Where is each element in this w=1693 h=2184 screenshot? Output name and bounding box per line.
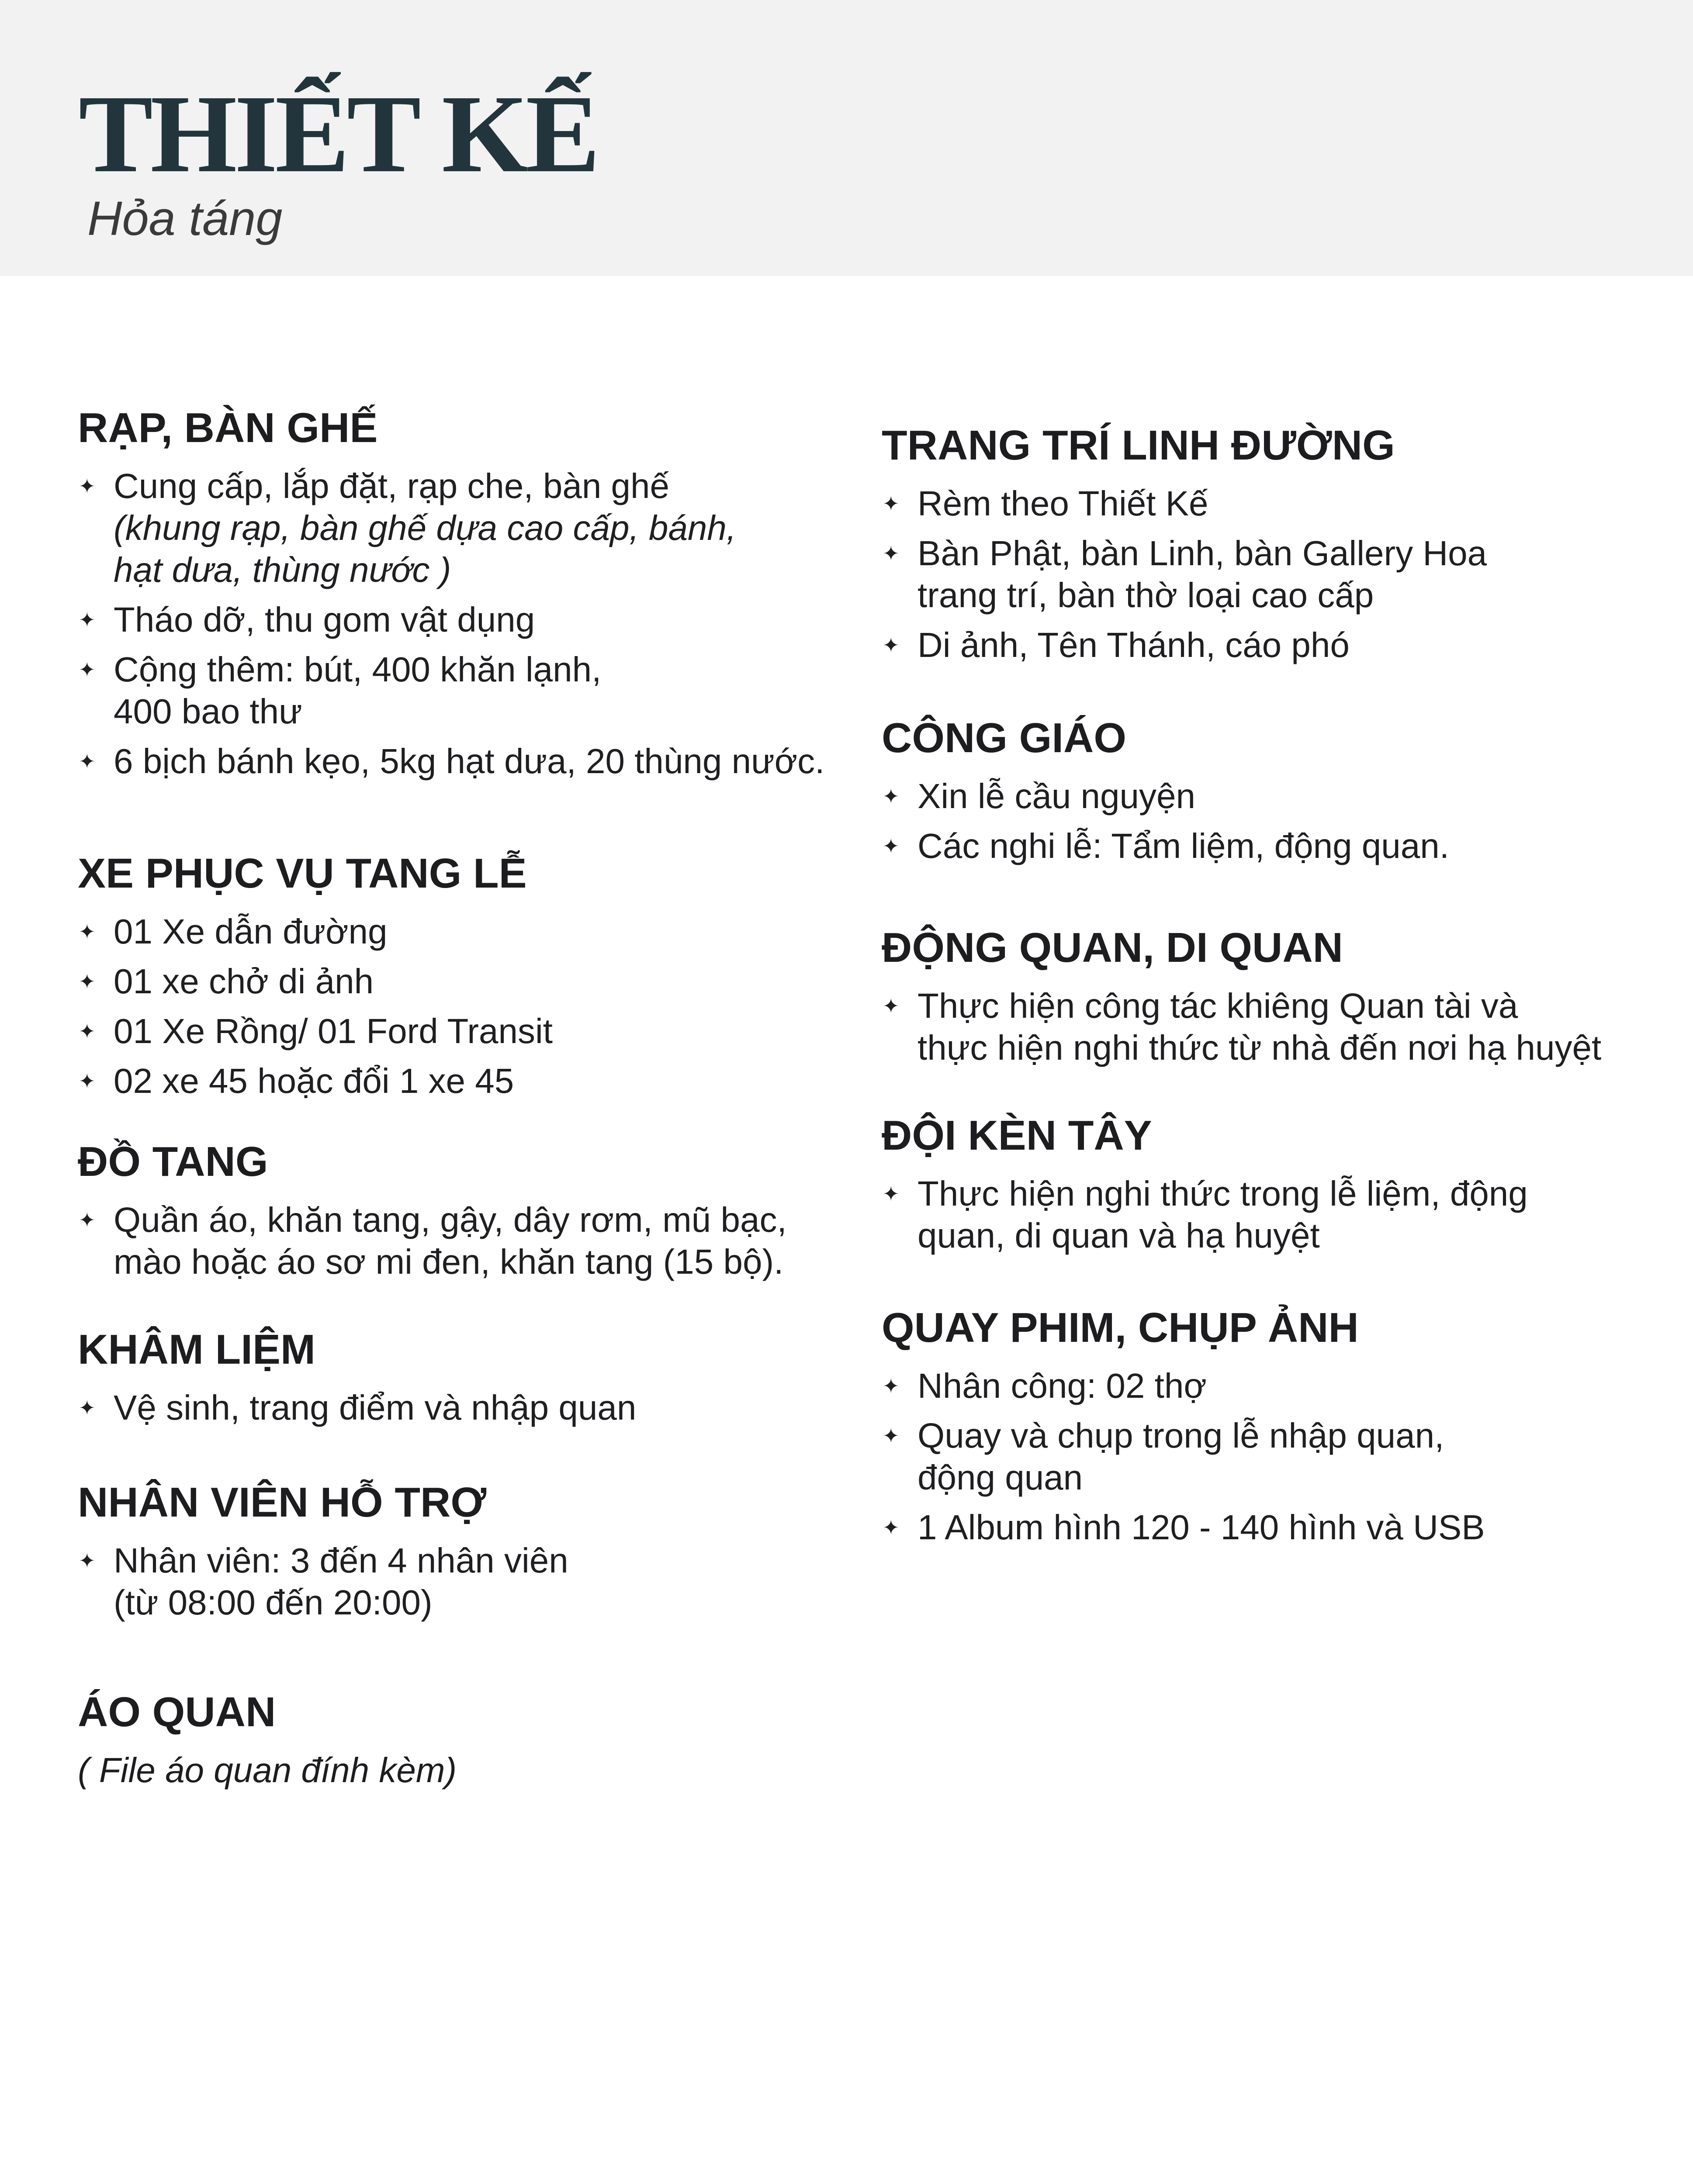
item-text: Thực hiện công tác khiêng Quan tài và [917,986,1518,1026]
item-text: Vệ sinh, trang điểm và nhập quan [114,1388,637,1427]
item-text: trang trí, bàn thờ loại cao cấp [917,576,1374,615]
section [78,1138,787,1291]
section [882,714,1449,875]
list-item [882,1173,1528,1257]
item-text: động quan [917,1458,1083,1497]
section-title: ĐỘNG QUAN, DI QUAN [882,924,1343,971]
section [882,924,1601,1077]
bullet-list [78,1387,636,1429]
sparkle-bullet-icon: ✦ [883,835,900,858]
section-title: CÔNG GIÁO [882,715,1127,761]
item-text: Tháo dỡ, thu gom vật dụng [114,600,535,639]
list-item [78,1060,553,1102]
sparkle-bullet-icon: ✦ [883,785,900,808]
list-item [882,1507,1485,1548]
section-title: ĐỒ TANG [78,1138,268,1185]
section-title: KHÂM LIỆM [78,1326,315,1373]
list-item [78,1010,553,1052]
item-note: hạt dưa, thùng nước ) [114,550,451,590]
list-item [882,775,1449,817]
item-text: (từ 08:00 đến 20:00) [114,1583,433,1622]
item-text: quan, di quan và hạ huyệt [917,1216,1320,1255]
item-text: Nhân công: 02 thợ [917,1366,1207,1406]
item-text: thực hiện nghi thức từ nhà đến nơi hạ huyệt [917,1028,1602,1068]
item-text: Thực hiện nghi thức trong lễ liệm, động [917,1174,1528,1213]
sparkle-bullet-icon: ✦ [883,995,900,1018]
list-item [882,624,1487,666]
bullet-list [78,1199,787,1283]
section-note: ( File áo quan đính kèm) [78,1751,457,1790]
item-text: 01 Xe dẫn đường [114,912,388,951]
list-item [882,1365,1485,1407]
sparkle-bullet-icon: ✦ [883,492,900,515]
sparkle-bullet-icon: ✦ [883,634,900,657]
sparkle-bullet-icon: ✦ [883,1424,900,1448]
sparkle-bullet-icon: ✦ [79,750,96,773]
list-item [882,1415,1485,1499]
item-text: 1 Album hình 120 - 140 hình và USB [917,1508,1485,1547]
section-title: ÁO QUAN [78,1689,276,1735]
bullet-list [882,775,1449,867]
bullet-list [78,1540,568,1624]
section-title: QUAY PHIM, CHỤP ẢNH [882,1304,1359,1351]
sparkle-bullet-icon: ✦ [79,608,96,632]
list-item [78,911,553,953]
item-text: mào hoặc áo sơ mi đen, khăn tang (15 bộ). [114,1242,784,1282]
list-item [882,825,1449,867]
list-item [78,961,553,1002]
item-text: Bàn Phật, bàn Linh, bàn Gallery Hoa [917,534,1487,573]
bullet-list [78,911,553,1102]
sparkle-bullet-icon: ✦ [79,475,96,498]
list-item [78,1199,787,1283]
list-item [882,985,1601,1069]
section [78,850,553,1110]
section-title: RẠP, BÀN GHẾ [78,404,378,451]
sparkle-bullet-icon: ✦ [79,920,96,943]
item-text: Cung cấp, lắp đặt, rạp che, bàn ghế [114,467,670,506]
item-text: 6 bịch bánh kẹo, 5kg hạt dưa, 20 thùng nước. [114,742,825,781]
bullet-list [882,1173,1528,1257]
item-text: 400 bao thư [114,692,302,731]
section [882,422,1487,674]
list-item [882,483,1487,525]
page-title: THIẾT KẾ [79,73,598,196]
header-band [0,0,1693,276]
sparkle-bullet-icon: ✦ [79,970,96,993]
list-item [78,649,824,733]
sparkle-bullet-icon: ✦ [79,1209,96,1232]
sparkle-bullet-icon: ✦ [883,1182,900,1206]
section-title: TRANG TRÍ LINH ĐƯỜNG [882,422,1395,469]
section [78,1479,568,1631]
sparkle-bullet-icon: ✦ [79,658,96,681]
bullet-list [78,465,824,782]
item-note: (khung rạp, bàn ghế dựa cao cấp, bánh, [114,508,737,548]
sparkle-bullet-icon: ✦ [79,1396,96,1420]
section [882,1112,1528,1265]
item-text: 01 Xe Rồng/ 01 Ford Transit [114,1012,553,1051]
list-item [78,599,824,641]
sparkle-bullet-icon: ✦ [79,1070,96,1093]
section [78,1688,457,1791]
section [882,1304,1485,1556]
section [78,404,824,790]
item-text: Xin lễ cầu nguyện [917,777,1196,816]
list-item [78,1540,568,1624]
item-text: Rèm theo Thiết Kế [917,484,1208,523]
item-text: Di ảnh, Tên Thánh, cáo phó [917,625,1350,665]
item-text: Nhân viên: 3 đến 4 nhân viên [114,1541,568,1580]
sparkle-bullet-icon: ✦ [883,1375,900,1398]
list-item [78,740,824,782]
section-title: ĐỘI KÈN TÂY [882,1112,1152,1159]
sparkle-bullet-icon: ✦ [883,542,900,565]
bullet-list [882,985,1601,1069]
page-subtitle: Hỏa táng [87,192,283,245]
list-item [78,465,824,591]
item-text: Quay và chụp trong lễ nhập quan, [917,1416,1444,1455]
sparkle-bullet-icon: ✦ [79,1549,96,1572]
item-text: Các nghi lễ: Tẩm liệm, động quan. [917,826,1449,866]
item-text: 01 xe chở di ảnh [114,962,374,1001]
sparkle-bullet-icon: ✦ [79,1020,96,1043]
bullet-list [882,1365,1485,1548]
section-title: NHÂN VIÊN HỖ TRỢ [78,1479,487,1526]
section [78,1326,636,1437]
item-text: 02 xe 45 hoặc đổi 1 xe 45 [114,1061,514,1101]
sparkle-bullet-icon: ✦ [883,1516,900,1539]
list-item [882,532,1487,616]
item-text: Quần áo, khăn tang, gậy, dây rơm, mũ bạc, [114,1200,787,1240]
section-title: XE PHỤC VỤ TANG LỄ [78,850,527,897]
list-item [78,1387,636,1429]
item-text: Cộng thêm: bút, 400 khăn lạnh, [114,650,602,689]
bullet-list [882,483,1487,666]
